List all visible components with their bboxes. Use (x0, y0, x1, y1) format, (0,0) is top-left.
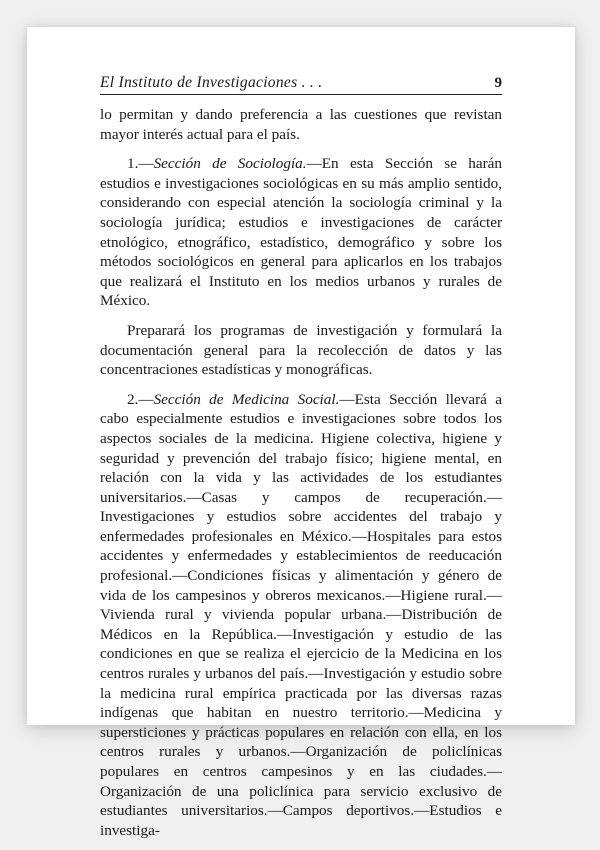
paragraph-text: —Esta Sección llevará a cabo especialmente estudios e investigaciones sobre todos los aspectos sociales de la medicina. Higiene colectiva, higiene y seguridad y prevención del trabajo físico; higiene mental, en relación con la vida y las actividades de los estudiantes universitarios.—Casas y campos de recuperación.—Investigaciones y estudios sobre accidentes del trabajo y enfermedades profesionales en México.—Hospitales para estos accidentes y enfermedades y establecimientos de reeducación profesional.—Condiciones físicas y alimentación y género de vida de los campesinos y obreros mexicanos.—Higiene rural.—Vivienda rural y vivienda popular urbana.—Distribución de Médicos en la República.—Investigación y estudio de las condiciones en que se realiza el ejercicio de la Medicina en los centros rurales y urbanos del país.—Investigación y estudio sobre la medicina rural empírica practicada por las diversas razas indígenas que habitan en nuestro territorio.—Medicina y supersticiones y prácticas populares en relación con ella, en los centros rurales y urbanos.—Organización de policlínicas populares en centros campesinos y en las ciudades.—Organización de una policlínica para servicio exclusivo de estudiantes universitarios.—Campos deportivos.—Estudios e investiga- (100, 390, 502, 839)
page-content (100, 74, 502, 850)
section-title: Sección de Sociología. (153, 155, 307, 173)
page-number: 9 (494, 75, 502, 91)
paragraph-continuation (100, 105, 502, 144)
running-head (100, 74, 502, 95)
section-title: Sección de Medicina Social. (153, 390, 340, 408)
section-number: 2.— (127, 390, 154, 408)
paragraph-text: —En esta Sección se harán estudios e investigaciones sociológicas en su más amplio sentido, considerando con especial atención la sociología criminal y la sociología jurídica; estudios e investigaciones de carácter etnológico, etnográfico, estadístico, demográfico y sobre los métodos sociológicos en general para aplicarlos en los trabajos que realizará el Instituto en los medios urbanos y rurales de México. (100, 155, 502, 310)
running-head-title: El Instituto de Investigaciones . . . (100, 74, 323, 91)
section-number: 1.— (127, 155, 154, 173)
paragraph-text: Preparará los programas de investigación y formulará la documentación general para la recolección de datos y las concentraciones estadísticas y monográficas. (100, 321, 502, 379)
body-text (100, 105, 502, 840)
paragraph-section-sociologia (100, 154, 502, 311)
document-page (27, 27, 575, 839)
paragraph-programas (100, 321, 502, 380)
paragraph-text: lo permitan y dando preferencia a las cuestiones que revistan mayor interés actual para el país. (100, 106, 502, 143)
paragraph-section-medicina-social (100, 390, 502, 841)
